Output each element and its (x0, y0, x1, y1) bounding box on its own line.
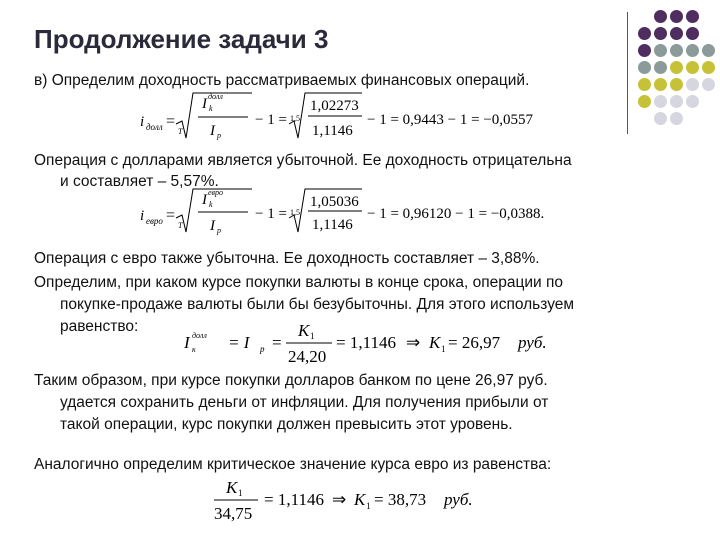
paragraph-breakeven-2: покупке-продаже валюты были бы безубыточны. Для этого используем (60, 296, 575, 313)
f2-den: I (210, 218, 215, 234)
paragraph-conclusion-2: удается сохранить деньги от инфляции. Для получения прибыли от (60, 394, 549, 411)
decor-dot (686, 10, 699, 23)
paragraph-intro: в) Определим доходность рассматриваемых финансовых операций. (34, 72, 530, 89)
decor-dot (702, 44, 715, 57)
f2-num-I: I (202, 192, 207, 208)
f3-num: K (298, 321, 310, 340)
formula-euro-breakeven (212, 475, 512, 532)
f3-res-val: = 26,97 (448, 333, 501, 352)
f3-rhs: = 1,1146 (336, 333, 396, 352)
decor-dot (702, 61, 715, 74)
decor-dot (686, 78, 699, 91)
f2-root-index: T (178, 221, 183, 230)
decor-dot (654, 27, 667, 40)
f4-unit: руб. (444, 490, 473, 509)
f1-num2: 1,02273 (310, 98, 359, 114)
f1-eq: = (166, 113, 176, 130)
formula-dollar-breakeven (184, 318, 564, 373)
f2-den-sub: p (217, 226, 221, 235)
decor-dot (670, 10, 683, 23)
f4-num: K (226, 478, 238, 497)
f2-lhs: i (140, 208, 145, 224)
paragraph-breakeven-1: Определим, при каком курсе покупки валюты в конце срока, операции по (34, 274, 564, 291)
f1-lhs: i (140, 114, 145, 130)
f2-num2: 1,05036 (310, 194, 359, 210)
decor-dot (670, 61, 683, 74)
decor-dot (654, 44, 667, 57)
decor-dot (670, 112, 683, 125)
decor-dot (654, 10, 667, 23)
decor-dot (654, 112, 667, 125)
decor-dot (638, 27, 651, 40)
f4-res: K (354, 490, 366, 509)
f3-mid-sub: p (260, 344, 265, 354)
f3-lhs-sup: долл (192, 331, 207, 340)
decor-dot (654, 78, 667, 91)
f2-tail: − 1 = (255, 206, 287, 222)
f2-num-sup: евро (208, 188, 224, 197)
decor-dot (702, 78, 715, 91)
f1-tail: − 1 = (255, 112, 287, 128)
f4-rhs: = 1,1146 (264, 490, 324, 509)
paragraph-breakeven-3: равенство: (60, 318, 139, 335)
f3-mid: = I (228, 333, 250, 352)
f3-unit: руб. (518, 333, 547, 352)
f2-num-sub: k (209, 200, 213, 209)
decor-dot (670, 95, 683, 108)
f4-arrow: ⇒ (332, 490, 347, 509)
f1-den: I (210, 123, 215, 139)
paragraph-euro-loss: Операция с евро также убыточна. Ее доходность составляет – 3,88%. (34, 250, 540, 267)
decor-dot (638, 44, 651, 57)
f4-res-sub: 1 (366, 501, 371, 511)
f1-num-sub: k (209, 104, 213, 113)
f3-lhs: I (184, 333, 190, 352)
f1-den-sub: p (217, 131, 221, 140)
f3-den: 24,20 (288, 347, 327, 366)
slide-title: Продолжение задачи 3 (34, 24, 329, 54)
formula-dollar-yield (140, 90, 560, 153)
f1-num-sup: долл (208, 92, 223, 101)
f3-res: K (429, 333, 441, 352)
f1-lhs-sub: долл (146, 122, 163, 132)
formula-euro-yield (140, 186, 580, 249)
f1-den2: 1,1146 (312, 123, 353, 139)
f1-num-I: I (202, 96, 207, 112)
decor-dot (686, 61, 699, 74)
f2-lhs-sub: евро (146, 216, 163, 226)
decor-dot (654, 95, 667, 108)
decor-dot (654, 61, 667, 74)
paragraph-conclusion-1: Таким образом, при курсе покупки долларов банком по цене 26,97 руб. (34, 372, 548, 389)
f3-num-sub: 1 (310, 331, 315, 341)
f2-result: − 1 = 0,96120 − 1 = −0,0388. (367, 206, 545, 222)
f1-root2-index: 1,5 (290, 114, 300, 123)
decor-dot (686, 27, 699, 40)
f1-root-index: T (178, 127, 183, 136)
paragraph-euro-critical: Аналогично определим критическое значение курса евро из равенства: (34, 456, 552, 473)
f4-num-sub: 1 (238, 488, 243, 498)
decor-dot (686, 44, 699, 57)
f1-result: − 1 = 0,9443 − 1 = −0,0557 (367, 112, 534, 128)
paragraph-conclusion-3: такой операции, курс покупки должен превысить этот уровень. (60, 416, 513, 433)
f3-eq: = (272, 333, 282, 352)
title-divider (627, 12, 628, 134)
decorative-dot-grid (638, 10, 718, 135)
f3-lhs-sub: к (192, 345, 196, 354)
f2-den2: 1,1146 (312, 217, 353, 233)
decor-dot (638, 78, 651, 91)
decor-dot (670, 78, 683, 91)
f4-res-val: = 38,73 (374, 490, 427, 509)
paragraph-dollar-loss-2: и составляет – 5,57%. (60, 173, 219, 190)
decor-dot (686, 95, 699, 108)
decor-dot (638, 61, 651, 74)
f2-root2-index: 1,5 (290, 208, 300, 217)
f2-eq: = (166, 207, 176, 224)
decor-dot (670, 27, 683, 40)
paragraph-dollar-loss-1: Операция с долларами является убыточной. Ее доходность отрицательна (34, 152, 572, 169)
f3-res-sub: 1 (441, 344, 446, 354)
decor-dot (638, 95, 651, 108)
decor-dot (670, 44, 683, 57)
f4-den: 34,75 (214, 504, 253, 523)
f3-arrow: ⇒ (406, 333, 421, 352)
